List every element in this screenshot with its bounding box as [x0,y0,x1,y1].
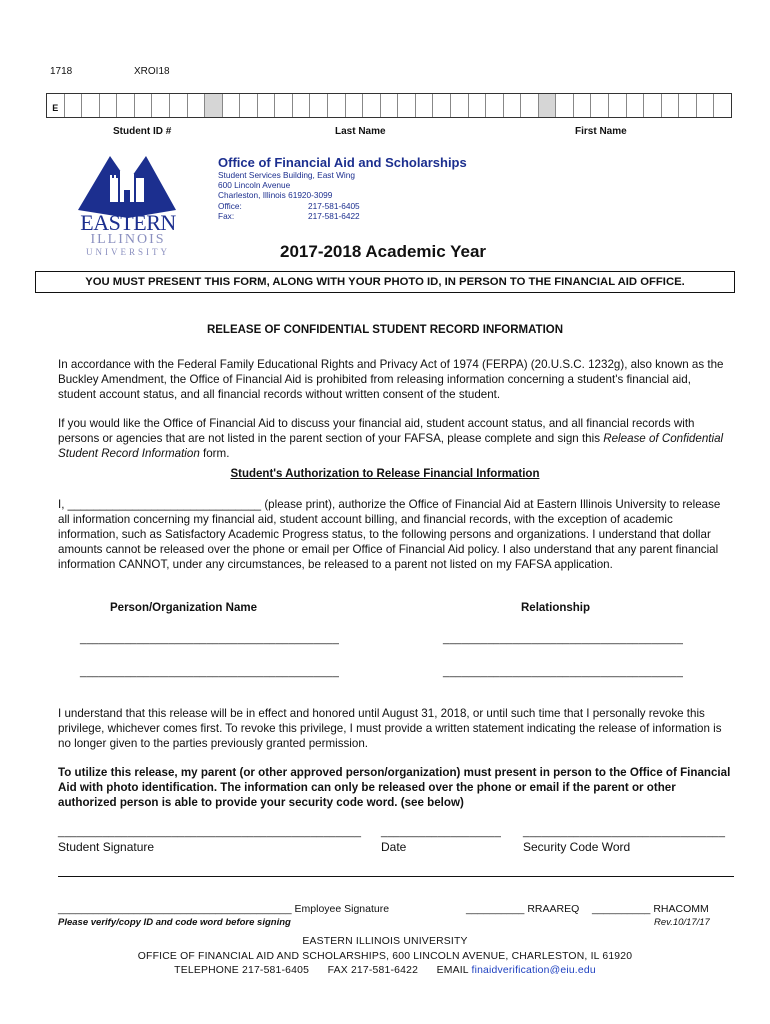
form-code: 1718 [50,66,73,77]
id-cell[interactable] [82,94,100,117]
id-cell[interactable] [170,94,188,117]
office-city: Charleston, Illinois 61920-3099 [218,190,333,201]
last-name-cell[interactable] [363,94,381,117]
office-address [218,170,518,221]
first-name-cell[interactable] [574,94,592,117]
footer-university: EASTERN ILLINOIS UNIVERSITY [302,936,468,947]
student-id-name-field[interactable] [46,93,732,118]
fax-label: Fax: [218,210,235,221]
office-phone-label: Office: [218,200,242,211]
first-name-cell[interactable] [662,94,680,117]
last-name-cell[interactable] [293,94,311,117]
last-name-cell[interactable] [381,94,399,117]
logo-eastern: EASTERN [80,210,176,235]
last-name-cell[interactable] [310,94,328,117]
logo-university: UNIVERSITY [86,247,170,257]
last-name-cell[interactable] [469,94,487,117]
last-name-cell[interactable] [451,94,469,117]
relationship-field-2[interactable]: ______________________________________ [443,666,684,678]
last-name-cell[interactable] [346,94,364,117]
last-name-cell[interactable] [328,94,346,117]
rhacomm-row [592,903,709,915]
first-name-cell[interactable] [697,94,715,117]
last-name-cell[interactable] [223,94,241,117]
last-name-cell[interactable] [433,94,451,117]
effective-period-paragraph: I understand that this release will be in effect and honored until August 31, 2018, or until such time that I personally revoke this privilege, whichever comes first. To revoke this privilege, I must provide a written statement indicating the release of information is no longer given to the parties previously granted permission. [58,707,722,750]
id-cell[interactable] [117,94,135,117]
in-person-notice [35,271,735,293]
employee-signature-label: Employee Signature [294,903,390,915]
security-code-field[interactable]: ________________________________ [523,826,726,838]
id-separator-cell [205,94,223,117]
rraareq-field[interactable]: __________ [466,903,525,915]
last-name-cell[interactable] [398,94,416,117]
fax-phone: 217-581-6422 [308,210,360,221]
office-title: Office of Financial Aid and Scholarships [218,155,467,170]
footer-telephone: TELEPHONE 217-581-6405 [174,965,310,974]
student-signature-label: Student Signature [58,840,155,854]
office-building: Student Services Building, East Wing [218,170,355,180]
date-label: Date [381,840,407,854]
id-cell[interactable] [135,94,153,117]
first-name-cell[interactable] [591,94,609,117]
id-prefix: E [47,94,65,117]
university-logo [68,152,188,262]
last-name-cell[interactable] [416,94,434,117]
revision-date: Rev.10/17/17 [654,917,710,928]
person-org-header: Person/Organization Name [110,602,257,614]
first-name-cell[interactable] [679,94,697,117]
logo-illinois: ILLINOIS [90,232,166,247]
form-name-italic: Release of Confidential Student Record Information [58,432,724,460]
employee-signature-field[interactable]: ________________________________________ [58,903,292,915]
last-name-cell[interactable] [258,94,276,117]
last-name-cell[interactable] [275,94,293,117]
relationship-header: Relationship [521,602,591,614]
footer-email-label: EMAIL [436,965,469,974]
first-name-cell[interactable] [556,94,574,117]
rhacomm-label: RHACOMM [653,903,709,915]
first-name-label: First Name [575,126,627,137]
id-cell[interactable] [188,94,206,117]
last-name-cell[interactable] [240,94,258,117]
first-name-cell[interactable] [644,94,662,117]
relationship-field-1[interactable]: ______________________________________ [443,633,684,645]
first-name-cell[interactable] [609,94,627,117]
form-version-code: XROI18 [134,66,170,77]
last-name-cell[interactable] [486,94,504,117]
utilize-release-paragraph: To utilize this release, my parent (or other approved person/organization) must present in person to the Office of Financial Aid with photo identification. The information can only be released over the phone or email if the parent or other authorized person is able to provide your security code word. (see below) [58,766,731,809]
authorization-paragraph: I, ______________________________ (please print), authorize the Office of Financial Aid at Eastern Illinois University to release all information concerning my financial aid, student account billing, and financial records, with the exception of academic information, such as Satisfactory Academic Progress status, to the following persons and organizations. I understand that dollar amounts cannot be released over the phone or email per Office of Financial Aid policy. I also understand that any parent financial information CANNOT, under any circumstances, be released to a parent not listed on my FAFSA application. [58,498,721,571]
verify-note: Please verify/copy ID and code word before signing [58,917,291,928]
employee-signature-row [58,903,389,915]
authorization-title: Student's Authorization to Release Financial Information [230,468,540,480]
name-separator-cell [539,94,557,117]
discuss-paragraph [58,416,728,461]
footer-address: OFFICE OF FINANCIAL AID AND SCHOLARSHIPS, 600 LINCOLN AVENUE, CHARLESTON, IL 61920 [137,951,633,962]
security-code-label: Security Code Word [523,840,631,854]
section-title: RELEASE OF CONFIDENTIAL STUDENT RECORD INFORMATION [206,324,564,336]
rraareq-row [466,903,579,915]
notice-text: YOU MUST PRESENT THIS FORM, ALONG WITH YOUR PHOTO ID, IN PERSON TO THE FINANCIAL AID OFFICE. [85,276,685,288]
discuss-text-end: form. [199,447,230,460]
last-name-cell[interactable] [521,94,539,117]
office-use-divider [58,876,734,877]
ferpa-paragraph: In accordance with the Federal Family Educational Rights and Privacy Act of 1974 (FERPA) (20.U.S.C. 1232g), also known as the Buckley Amendment, the Office of Financial Aid is prohibited from releasing information concerning a student's financial aid, student account status, and all financial records without written consent of the student. [58,358,724,401]
office-phone: 217-581-6405 [308,200,360,211]
student-signature-field[interactable]: ________________________________________________ [58,826,362,838]
first-name-cell[interactable] [714,94,731,117]
person-name-field-1[interactable]: _________________________________________ [80,633,340,645]
office-street: 600 Lincoln Avenue [218,180,291,191]
footer-contact [0,965,770,974]
id-cell[interactable] [65,94,83,117]
rhacomm-field[interactable]: __________ [592,903,651,915]
date-field[interactable]: ___________________ [381,826,502,838]
id-cell[interactable] [100,94,118,117]
discuss-text: If you would like the Office of Financial Aid to discuss your financial aid, student account status, and all financial records with persons or agencies that are not listed in the parent section of your FAFSA, please complete and sign this [58,417,695,445]
last-name-cell[interactable] [504,94,522,117]
first-name-cell[interactable] [627,94,645,117]
footer-fax: FAX 217-581-6422 [327,965,419,974]
rraareq-label: RRAAREQ [527,903,580,915]
person-name-field-2[interactable]: _________________________________________ [80,666,340,678]
student-id-label: Student ID # [113,126,172,137]
footer-email-link[interactable]: finaidverification@eiu.edu [471,965,596,974]
last-name-label: Last Name [335,126,386,137]
academic-year-title: 2017-2018 Academic Year [280,242,487,261]
id-cell[interactable] [152,94,170,117]
